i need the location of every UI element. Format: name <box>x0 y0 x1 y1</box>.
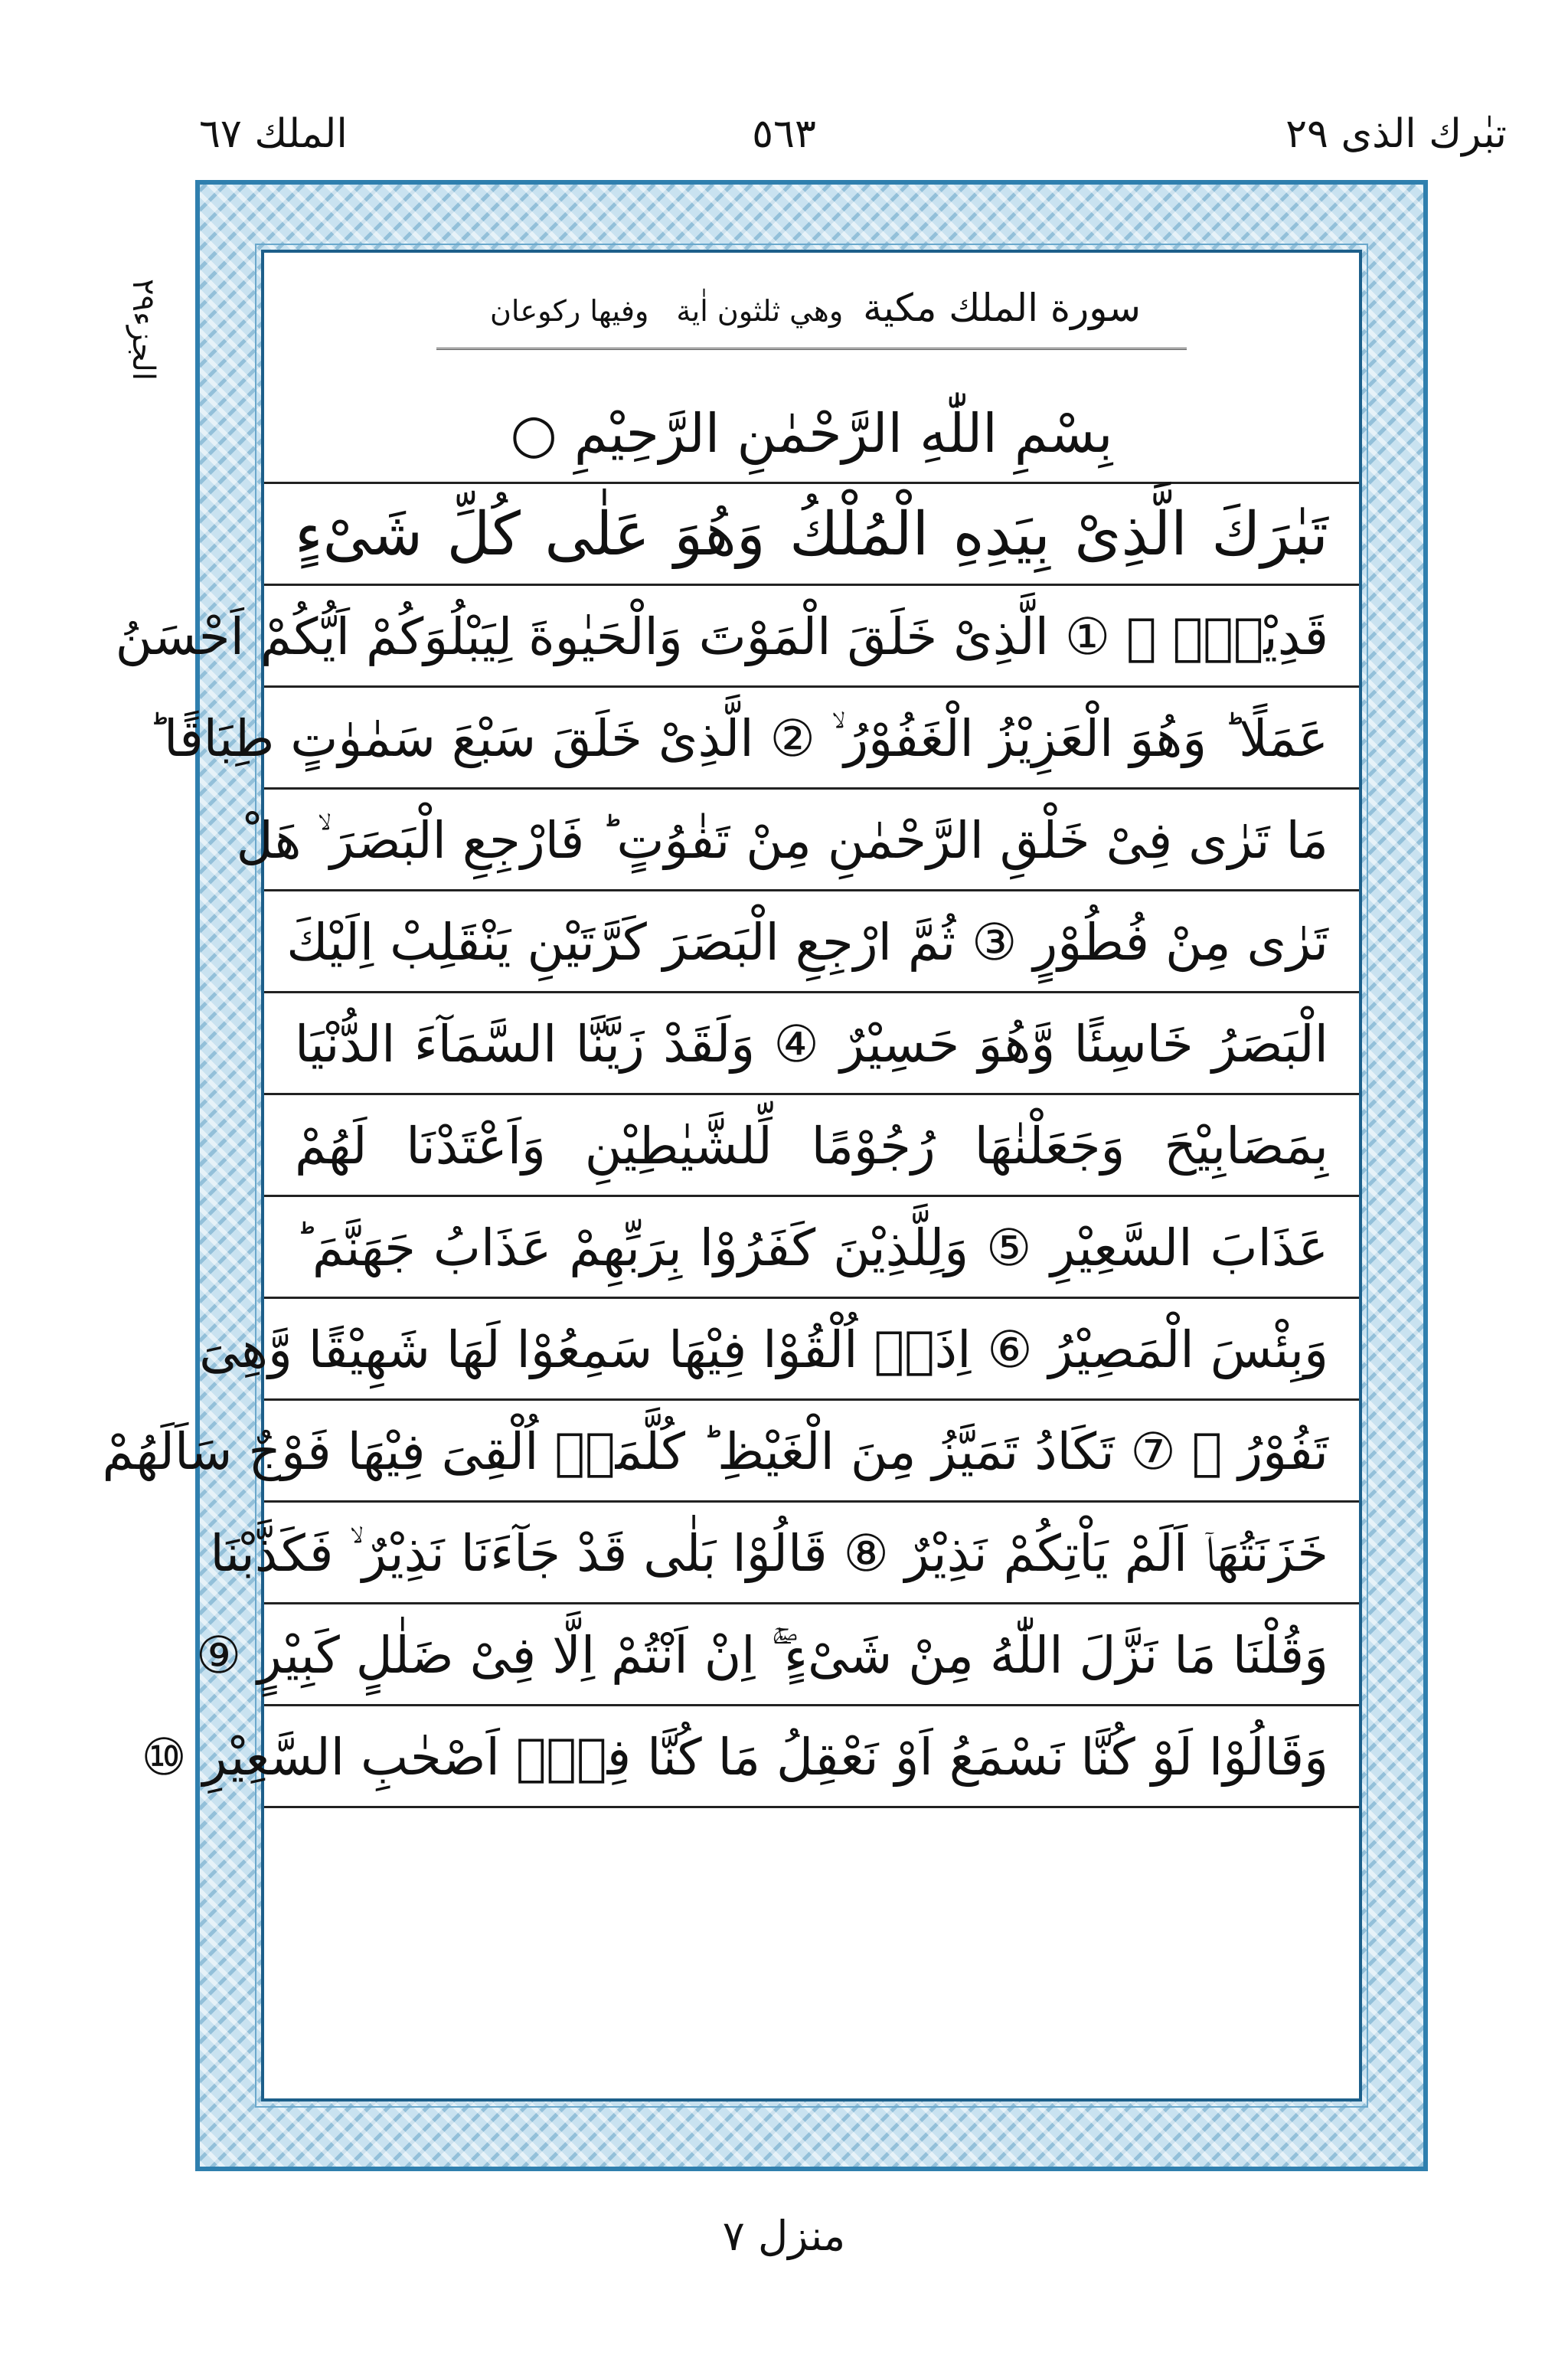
verse-line-12: وَقُلْنَا مَا نَزَّلَ اللّٰهُ مِنْ شَىْءٍ ۖۚ اِنْ اَنْتُمْ اِلَّا فِىْ ضَلٰلٍ كَبِيْرٍ ⑨ <box>264 1604 1359 1706</box>
verse-line-10: تَفُوْرُ ۙ ⑦ تَكَادُ تَمَيَّزُ مِنَ الْغَيْظِ ؕ كُلَّمَاۤ اُلْقِىَ فِيْهَا فَوْجٌ سَاَلَهُمْ <box>264 1401 1359 1503</box>
basmala-line: بِسْمِ اللّٰهِ الرَّحْمٰنِ الرَّحِيْمِ ○ <box>264 383 1359 484</box>
surah-heading-middle: وهي ثلثون اٰية <box>676 294 844 328</box>
verse-line-3: عَمَلًا ؕ وَهُوَ الْعَزِيْزُ الْغَفُوْرُ ۙ ② الَّذِىْ خَلَقَ سَبْعَ سَمٰوٰتٍ طِبَاقًا ؕ <box>264 688 1359 790</box>
verse-line-6: الْبَصَرُ خَاسِئًا وَّهُوَ حَسِيْرٌ ④ وَلَقَدْ زَيَّنَّا السَّمَآءَ الدُّنْيَا <box>264 993 1359 1095</box>
page-number: ٥٦٣ <box>752 111 816 157</box>
surah-heading-box <box>436 274 1187 350</box>
verse-line-2: قَدِيْرُۨ ۙ ① الَّذِىْ خَلَقَ الْمَوْتَ وَالْحَيٰوةَ لِيَبْلُوَكُمْ اَيُّكُمْ اَحْسَنُ <box>264 586 1359 688</box>
verse-line-8: عَذَابَ السَّعِيْرِ ⑤ وَلِلَّذِيْنَ كَفَرُوْا بِرَبِّهِمْ عَذَابُ جَهَنَّمَ ؕ <box>264 1197 1359 1299</box>
verse-line-13: وَقَالُوْا لَوْ كُنَّا نَسْمَعُ اَوْ نَعْقِلُ مَا كُنَّا فِىْۤ اَصْحٰبِ السَّعِيْرِ ⑩ <box>264 1706 1359 1808</box>
verse-line-11: خَزَنَتُهَاۤ اَلَمْ يَاْتِكُمْ نَذِيْرٌ ⑧ قَالُوْا بَلٰى قَدْ جَآءَنَا نَذِيْرٌ ۙ فَكَذَّبْنَا <box>264 1503 1359 1604</box>
surah-heading-right: سورة الملك مكية <box>863 286 1141 330</box>
verse-line-5: تَرٰى مِنْ فُطُوْرٍ ③ ثُمَّ ارْجِعِ الْبَصَرَ كَرَّتَيْنِ يَنْقَلِبْ اِلَيْكَ <box>264 891 1359 993</box>
header-surah-label: الملك ٦٧ <box>199 111 348 157</box>
verse-line-4: مَا تَرٰى فِىْ خَلْقِ الرَّحْمٰنِ مِنْ تَفٰوُتٍ ؕ فَارْجِعِ الْبَصَرَ ۙ هَلْ <box>264 790 1359 891</box>
side-juz-label: الجزء٢٩ <box>126 278 161 381</box>
surah-heading <box>264 267 1359 374</box>
header-juz-title: تبٰرك الذى ٢٩ <box>1285 111 1507 157</box>
footer-manzil: منزل ٧ <box>722 2212 846 2260</box>
verse-line-7: بِمَصَابِيْحَ وَجَعَلْنٰهَا رُجُوْمًا لِّلشَّيٰطِيْنِ وَاَعْتَدْنَا لَهُمْ <box>264 1095 1359 1197</box>
verse-line-1: تَبٰرَكَ الَّذِىْ بِيَدِهِ الْمُلْكُ وَهُوَ عَلٰى كُلِّ شَىْءٍ <box>264 484 1359 586</box>
surah-heading-left: وفيها ركوعان <box>490 294 649 328</box>
verse-line-9: وَبِئْسَ الْمَصِيْرُ ⑥ اِذَاۤ اُلْقُوْا فِيْهَا سَمِعُوْا لَهَا شَهِيْقًا وَّهِىَ <box>264 1299 1359 1401</box>
